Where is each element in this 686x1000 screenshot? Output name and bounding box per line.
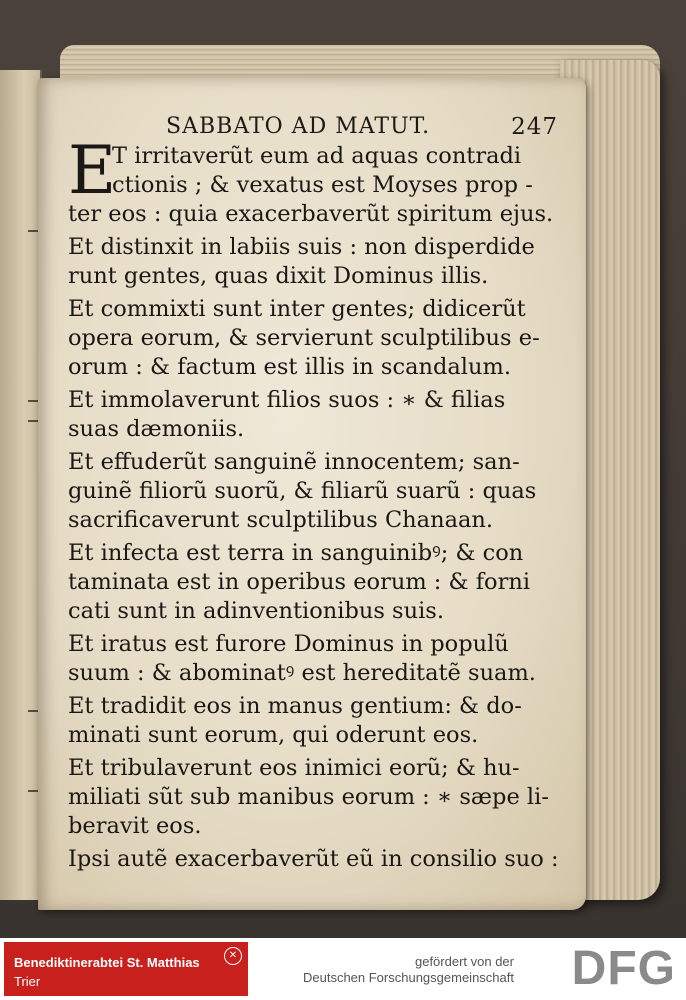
book-page	[38, 78, 586, 910]
verse-line: Et immolaverunt filios suos : ∗ & filias	[68, 387, 506, 413]
verse-line: ctionis ; & vexatus est Moyses prop -	[112, 172, 533, 198]
verse-line: runt gentes, quas dixit Dominus illis.	[68, 263, 489, 289]
verse-line: sacrificaverunt sculptilibus Chanaan.	[68, 507, 494, 533]
verse-line: beravit eos.	[68, 813, 202, 839]
verse-line: suas dæmoniis.	[68, 416, 245, 442]
verse-line: Et distinxit in labiis suis : non disperdide	[68, 234, 535, 260]
page-number: 247	[511, 114, 558, 140]
verse-line: Et effuderũt sanguinẽ innocentem; san-	[68, 449, 520, 475]
verse-line: opera eorum, & servierunt sculptilibus e-	[68, 325, 540, 351]
verse-line: T irritaverũt eum ad aquas contradi	[112, 143, 522, 169]
page-text-block	[68, 114, 568, 878]
verse-line: miliati sũt sub manibus eorum : ∗ sæpe li-	[68, 784, 549, 810]
verse	[68, 692, 568, 750]
running-head-title: SABBATO AD MATUT.	[166, 114, 431, 139]
verse	[68, 386, 568, 444]
verse-line: taminata est in operibus eorum : & forni	[68, 569, 531, 595]
drop-cap: E	[68, 132, 117, 209]
verse-line: minati sunt eorum, qui oderunt eos.	[68, 722, 479, 748]
institution-logo-icon: ✕	[224, 947, 242, 965]
verse-line: ter eos : quia exacerbaverũt spiritum ejus.	[68, 201, 554, 227]
running-head	[68, 114, 568, 142]
verse-line: Et tradidit eos in manus gentium: & do-	[68, 693, 522, 719]
left-page-fragment	[0, 70, 42, 900]
funder-name: Deutschen Forschungsgemeinschaft	[302, 970, 514, 985]
verse	[68, 754, 568, 841]
verse	[68, 233, 568, 291]
funder-credit	[303, 954, 514, 986]
verse	[68, 295, 568, 382]
verse	[68, 132, 568, 229]
verse-line: Et iratus est furore Dominus in populũ	[68, 631, 509, 657]
institution-name: Benediktinerabtei St. Matthias	[14, 955, 200, 970]
verse	[68, 539, 568, 626]
institution-badge	[4, 942, 248, 996]
verse-line: suum : & abominatꝰ est hereditatẽ suam.	[68, 660, 536, 686]
verse-line: Ipsi autẽ exacerbaverũt eũ in consilio suo :	[68, 846, 559, 872]
institution-city: Trier	[14, 974, 41, 989]
verse-line: Et tribulaverunt eos inimici eorũ; & hu-	[68, 755, 520, 781]
verse	[68, 630, 568, 688]
verse	[68, 845, 568, 874]
verse-line: cati sunt in adinventionibus suis.	[68, 598, 444, 624]
footer-bar	[0, 938, 686, 1000]
verse	[68, 448, 568, 535]
funded-by-text: gefördert von der	[414, 954, 514, 969]
psalm-text	[68, 132, 568, 874]
verse-line: Et infecta est terra in sanguinibꝰ; & con	[68, 540, 524, 566]
verse-line: orum : & factum est illis in scandalum.	[68, 354, 511, 380]
dfg-logo: DFG	[571, 942, 676, 995]
verse-line: guinẽ filiorũ suorũ, & filiarũ suarũ : quas	[68, 478, 537, 504]
verse-line: Et commixti sunt inter gentes; didicerũt	[68, 296, 526, 322]
